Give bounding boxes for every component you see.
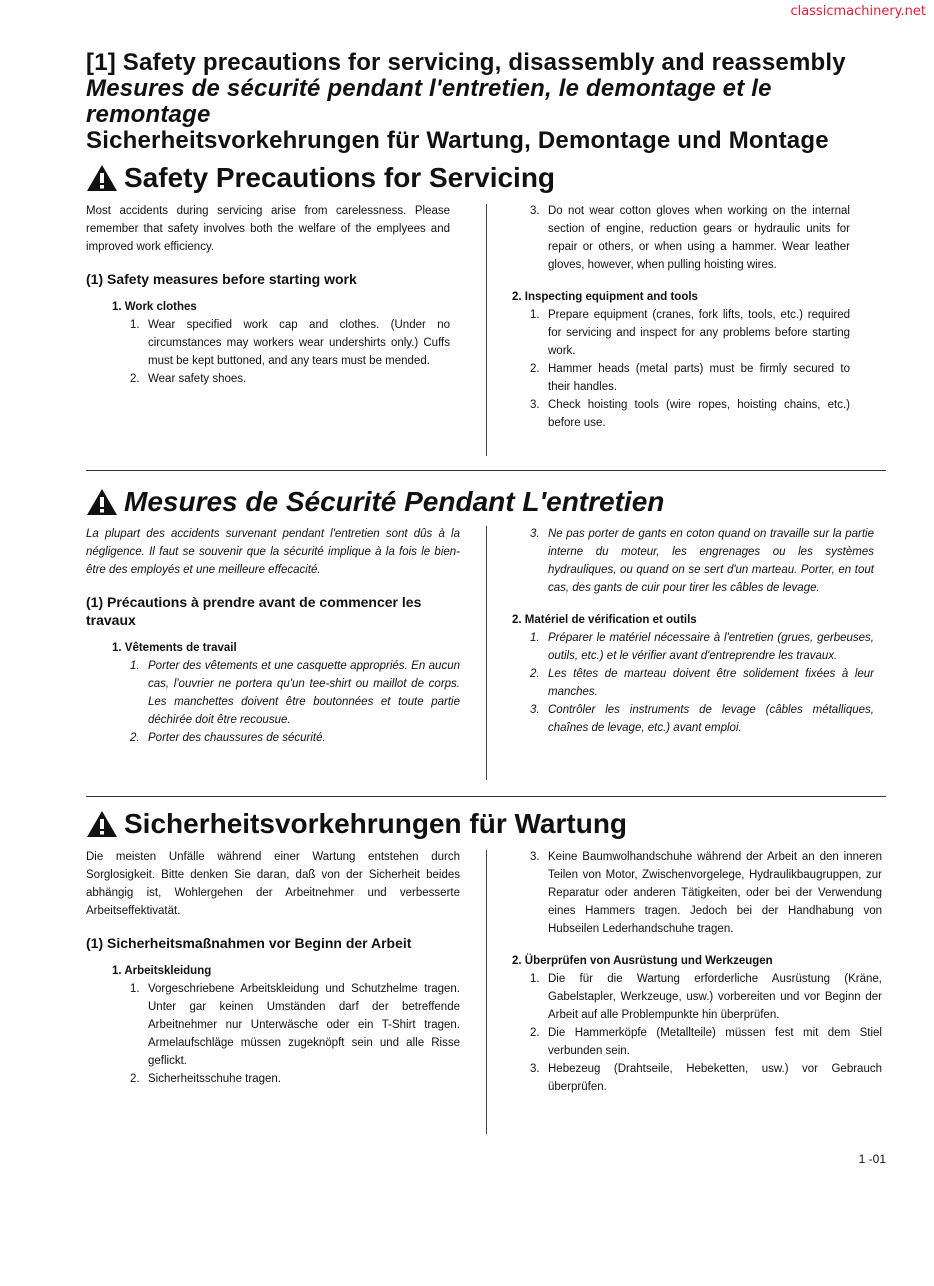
- left-column-de: [86, 848, 460, 1088]
- item-number: 2.: [130, 373, 140, 385]
- item-number: 3.: [530, 399, 540, 411]
- inspect-list: [486, 629, 874, 737]
- item-text: Check hoisting tools (wire ropes, hoisting chains, etc.) before use.: [548, 399, 850, 429]
- list-item: [86, 1070, 460, 1088]
- item-number: 1.: [530, 632, 540, 644]
- item-text: Ne pas porter de gants en coton quand on travaille sur la partie interne du moteur, les engrenages ou les systèmes hydrauliques, ou quand on se sert d'un marteau. Porter, en tout cas, des gants de cuir pour tirer les câbles de levage.: [548, 528, 874, 594]
- item-heading: 2. Inspecting equipment and tools: [512, 291, 698, 303]
- item-number: 3.: [530, 1063, 540, 1075]
- inspect-list: [486, 970, 882, 1096]
- work-clothes-list: [86, 980, 460, 1088]
- item-number: 2.: [530, 363, 540, 375]
- item-number: 1.: [130, 660, 140, 672]
- right-column-en: [486, 202, 850, 432]
- item-number: 2.: [530, 668, 540, 680]
- work-clothes-list: [86, 316, 450, 388]
- list-item: [486, 1024, 882, 1060]
- item-3-list: [486, 202, 850, 274]
- item-text: Keine Baumwolhandschuhe während der Arbeit an den inneren Teilen von Motor, Zwischenvorgelege, Hydraulikbaugruppen, zur Reparatur oder anderen Tätigkeiten, oder bei der Verwendung eines Hammers tragen. Jedoch bei der Handhabung von Hubseilen Lederhandschuhe tragen.: [548, 851, 882, 935]
- list-item: [486, 665, 874, 701]
- list-item: [86, 316, 450, 370]
- list-item: [86, 370, 450, 388]
- list-item: [486, 848, 882, 938]
- list-item: [486, 396, 850, 432]
- item-heading: 1. Arbeitskleidung: [112, 965, 212, 977]
- item-text: Do not wear cotton gloves when working on the internal section of engine, reduction gears or hydraulic units for repair or others, or when using a hammer. Wear leather gloves, however, when pulling hoisting wires.: [548, 205, 850, 271]
- warning-icon: [86, 810, 118, 838]
- item-heading: 2. Überprüfen von Ausrüstung und Werkzeugen: [512, 955, 773, 967]
- list-item: [486, 525, 874, 597]
- warning-icon: [86, 488, 118, 516]
- item-text: Wear safety shoes.: [148, 373, 247, 385]
- section-heading: Mesures de Sécurité Pendant L'entretien: [124, 486, 665, 517]
- list-item: [486, 629, 874, 665]
- right-column-fr: [486, 525, 874, 737]
- item-text: Préparer le matériel nécessaire à l'entretien (grues, gerbeuses, outils, etc.) et le vérifier avant d'entreprendre les travaux.: [548, 632, 874, 662]
- section-heading: Sicherheitsvorkehrungen für Wartung: [124, 808, 628, 839]
- list-item: [486, 202, 850, 274]
- warning-icon: [86, 164, 118, 192]
- item-number: 1.: [530, 309, 540, 321]
- item-text: Porter des chaussures de sécurité.: [148, 732, 326, 744]
- list-item: [486, 306, 850, 360]
- item-heading: 1. Work clothes: [112, 301, 197, 313]
- item-number: 1.: [530, 973, 540, 985]
- section-title-de: [86, 808, 627, 840]
- work-clothes-list: [86, 657, 460, 747]
- item-text: Les têtes de marteau doivent être solidement fixées à leur manches.: [548, 668, 874, 698]
- item-number: 3.: [530, 205, 540, 217]
- section-heading: Safety Precautions for Servicing: [124, 162, 556, 193]
- page-number: 1 -01: [858, 1152, 886, 1166]
- header-title-de: Sicherheitsvorkehrungen für Wartung, Demontage und Montage: [86, 127, 829, 154]
- right-column-de: [486, 848, 882, 1096]
- list-item: [486, 970, 882, 1024]
- page-header: [86, 50, 886, 154]
- item-number: 3.: [530, 528, 540, 540]
- item-number: 3.: [530, 851, 540, 863]
- item-heading: 1. Vêtements de travail: [112, 642, 237, 654]
- item-text: Prepare equipment (cranes, fork lifts, tools, etc.) required for servicing and inspect for any problems before starting work.: [548, 309, 850, 357]
- item-text: Wear specified work cap and clothes. (Under no circumstances may workers wear undershirts only.) Cuffs must be kept buttoned, and any tears must be mended.: [148, 319, 450, 367]
- list-item: [486, 1060, 882, 1096]
- item-text: Vorgeschriebene Arbeitskleidung und Schutzhelme tragen. Unter gar keinen Umständen darf der betreffende Arbeitnehmer nur Unterwäsche oder ein T-Shirt tragen. Armelaufschläge müssen zugeknöpft sein und alle Risse geflickt.: [148, 983, 460, 1067]
- header-title-fr: Mesures de sécurité pendant l'entretien, le demontage et le remontage: [86, 75, 772, 128]
- sub-heading: (1) Safety measures before starting work: [86, 271, 357, 287]
- item-number: 2.: [130, 732, 140, 744]
- list-item: [86, 729, 460, 747]
- item-text: Die für die Wartung erforderliche Ausrüstung (Kräne, Gabelstapler, Werkzeuge, usw.) vorbereiten und vor Beginn der Arbeit auf alle Problempunkte hin überprüfen.: [548, 973, 882, 1021]
- item-heading: 2. Matériel de vérification et outils: [512, 614, 697, 626]
- item-3-list: [486, 848, 882, 938]
- inspect-list: [486, 306, 850, 432]
- item-text: Hebezeug (Drahtseile, Hebeketten, usw.) vor Gebrauch überprüfen.: [548, 1063, 882, 1093]
- sub-heading: (1) Sicherheitsmaßnahmen vor Beginn der Arbeit: [86, 935, 412, 951]
- item-number: 2.: [530, 1027, 540, 1039]
- item-number: 3.: [530, 704, 540, 716]
- item-number: 1.: [130, 983, 140, 995]
- header-title-en: [1] Safety precautions for servicing, disassembly and reassembly: [86, 49, 846, 76]
- intro-paragraph: Die meisten Unfälle während einer Wartung entstehen durch Sorglosigkeit. Bitte denken Sie daran, daß von der Sicherheit beides abhängig ist, Wohlergehen der Arbeitnehmer und verbesserte Arbeitseffektivatät.: [86, 851, 460, 917]
- section-divider: [86, 796, 886, 797]
- item-number: 2.: [130, 1073, 140, 1085]
- section-divider: [86, 470, 886, 471]
- section-title-en: [86, 162, 555, 194]
- list-item: [86, 980, 460, 1070]
- list-item: [86, 657, 460, 729]
- sub-heading: (1) Précautions à prendre avant de commencer les travaux: [86, 594, 422, 628]
- item-text: Hammer heads (metal parts) must be firmly secured to their handles.: [548, 363, 850, 393]
- list-item: [486, 360, 850, 396]
- watermark-text: classicmachinery.net: [790, 4, 926, 19]
- intro-paragraph: La plupart des accidents survenant pendant l'entretien sont dûs à la négligence. Il faut se souvenir que la sécurité implique à la fois le bien-être des employés et une meilleure effecacité.: [86, 528, 460, 576]
- list-item: [486, 701, 874, 737]
- section-title-fr: [86, 486, 664, 518]
- item-text: Die Hammerköpfe (Metallteile) müssen fest mit dem Stiel verbunden sein.: [548, 1027, 882, 1057]
- left-column-fr: [86, 525, 460, 747]
- item-number: 1.: [130, 319, 140, 331]
- item-text: Contrôler les instruments de levage (câbles métalliques, chaînes de levage, etc.) avant emploi.: [548, 704, 874, 734]
- item-text: Porter des vêtements et une casquette appropriés. En aucun cas, l'ouvrier ne portera qu'un tee-shirt ou maillot de corps. Les manchettes doivent être boutonnées et toute partie déchirée doit être recousue.: [148, 660, 460, 726]
- item-3-list: [486, 525, 874, 597]
- item-text: Sicherheitsschuhe tragen.: [148, 1073, 281, 1085]
- intro-paragraph: Most accidents during servicing arise from carelessness. Please remember that safety involves both the welfare of the emplyees and improved work efficiency.: [86, 205, 450, 253]
- left-column-en: [86, 202, 450, 388]
